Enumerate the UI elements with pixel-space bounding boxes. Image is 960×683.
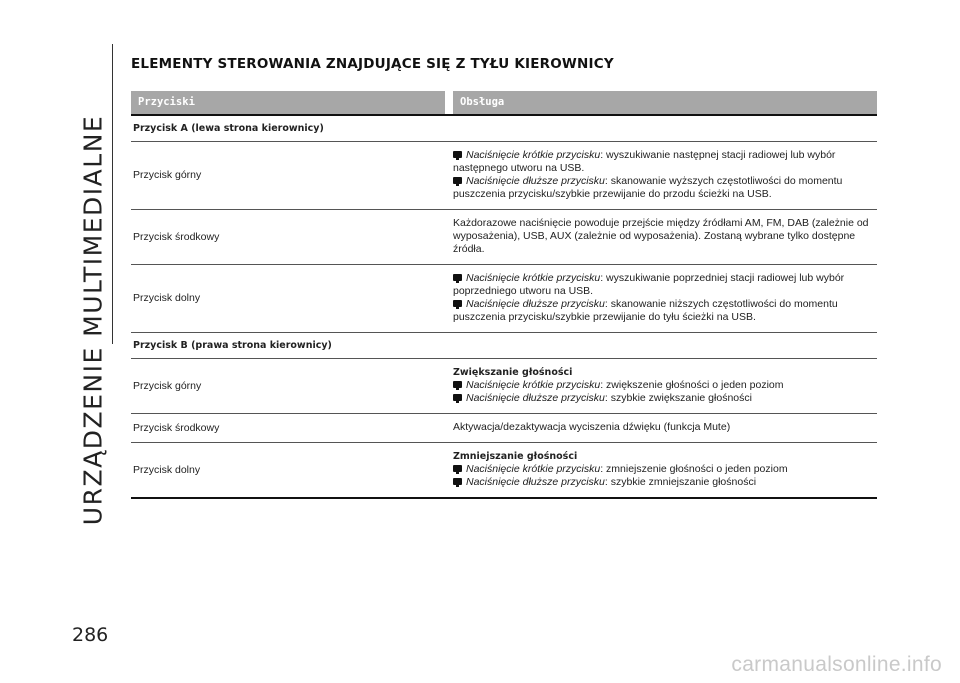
press-result: : szybkie zwiększanie głośności [604,392,752,404]
button-press-icon [453,394,462,401]
press-type: Naciśnięcie dłuższe przycisku [466,298,605,310]
chapter-divider [112,44,113,344]
row-label: Przycisk środkowy [133,230,220,243]
button-press-icon [453,478,462,485]
press-result: : szybkie zmniejszanie głośności [604,476,757,488]
section-heading: ELEMENTY STEROWANIA ZNAJDUJĄCE SIĘ Z TYŁU KIEROWNICY [131,56,614,72]
table-row [131,359,877,414]
page-number: 286 [72,624,109,646]
row-description: Każdorazowe naciśnięcie powoduje przejście między źródłami AM, FM, DAB (zależnie od wyposażenia), USB, AUX (zależnie od wyposażenia). Zostaną wybrane tylko dostępne źródła. [453,217,869,255]
group-label-b: Przycisk B (prawa strona kierownicy) [133,340,332,351]
row-subtitle: Zwiększanie głośności [453,367,573,378]
row-description [453,142,877,209]
table-header [131,91,877,114]
press-result: : zmniejszenie głośności o jeden poziom [600,463,788,475]
row-subtitle: Zmniejszanie głośności [453,451,578,462]
press-result: : wyszukiwanie poprzedniej stacji radiowej lub wybór poprzedniego utworu na USB. [453,272,845,297]
chapter-title-text: URZĄDZENIE MULTIMEDIALNE [78,114,108,526]
row-description [453,265,877,332]
press-result: : skanowanie niższych częstotliwości do momentu puszczenia przycisku/szybkie przewijanie do tyłu ścieżki na USB. [453,298,838,323]
column-header-operation: Obsługa [453,91,877,114]
press-result: : zwiększenie głośności o jeden poziom [600,379,784,391]
press-type: Naciśnięcie krótkie przycisku [466,149,601,161]
press-result: : skanowanie wyższych częstotliwości do momentu puszczenia przycisku/szybkie przewijanie do przodu ścieżki na USB. [453,175,843,200]
row-label: Przycisk górny [133,379,202,392]
button-press-icon [453,274,462,281]
button-press-icon [453,177,462,184]
table-row [131,443,877,499]
group-row-a [131,116,877,142]
row-description [453,359,877,413]
row-label: Przycisk górny [133,169,202,181]
column-header-buttons: Przyciski [131,91,445,114]
press-type: Naciśnięcie dłuższe przycisku [466,392,605,404]
table-row [131,142,877,210]
watermark: carmanualsonline.info [731,653,942,676]
row-description: Aktywacja/dezaktywacja wyciszenia dźwięku (funkcja Mute) [453,421,731,433]
press-type: Naciśnięcie dłuższe przycisku [466,175,605,187]
controls-table [131,91,877,499]
button-press-icon [453,300,462,307]
press-result: : wyszukiwanie następnej stacji radiowej lub wybór następnego utworu na USB. [453,149,836,174]
group-row-b [131,333,877,359]
group-label-a: Przycisk A (lewa strona kierownicy) [133,123,324,134]
press-type: Naciśnięcie krótkie przycisku [466,379,601,391]
table-row [131,265,877,333]
press-type: Naciśnięcie krótkie przycisku [466,272,601,284]
button-press-icon [453,381,462,388]
row-label: Przycisk dolny [133,292,201,304]
button-press-icon [453,151,462,158]
press-type: Naciśnięcie dłuższe przycisku [466,476,605,488]
table-row [131,210,877,265]
row-label: Przycisk dolny [133,463,201,476]
table-row [131,414,877,443]
row-label: Przycisk środkowy [133,421,220,434]
row-description [453,443,877,497]
button-press-icon [453,465,462,472]
press-type: Naciśnięcie krótkie przycisku [466,463,601,475]
